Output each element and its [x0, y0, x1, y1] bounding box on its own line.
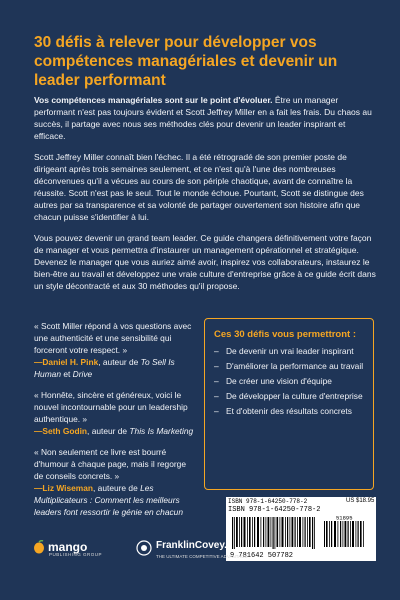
- quote-text: « Scott Miller répond à vos questions avec une authenticité et une sensibilité qui forceront votre respect. »: [34, 321, 192, 355]
- quote-text: « Non seulement ce livre est bourré d'humour à chaque page, mais il regorge de conseils concrets. »: [34, 447, 186, 481]
- dash-icon: –: [214, 346, 219, 356]
- benefits-list: [214, 346, 364, 421]
- franklincovey-logo-icon: [136, 540, 152, 556]
- description: [34, 94, 376, 301]
- paragraph-1-rest: Être un manager performant n'est pas toujours évident et Scott Jeffrey Miller en a fait les frais. Du chaos au succès, il partage avec nous ses méthodes clés pour devenir un leader inspirant et efficace.: [34, 95, 372, 141]
- paragraph-2: Scott Jeffrey Miller connaît bien l'échec. Il a été rétrogradé de son premier poste de dirigeant après trois semaines seulement, et ce n'est qu'à l'une des nombreuses déconvenues qu'il a vécues au cours de son périple chaotique, avant de connaître la réussite. Scott n'est pas le seul. Tout le monde échoue. Pourtant, Scott se distingue des autres par sa transparence et sa volonté de partager ouvertement son histoire afin que chacun puisse s'identifier à lui.: [34, 152, 364, 222]
- endorsements: [34, 320, 194, 527]
- benefit-text: De devenir un vrai leader inspirant: [226, 346, 354, 356]
- quote-book: This Is Marketing: [129, 426, 194, 436]
- paragraph-3: Vous pouvez devenir un grand team leader. Ce guide changera définitivement votre façon de manager et vous permettra d'instaurer un management opérationnel et stratégique. Devenez le manager que vous auriez aimé avoir, inspirez vos collaborateurs, instaurez le bien-être au travail et développez une vraie culture d'entreprise grâce à ce guide écrit dans un style décontracté et aux 30 méthodes qu'il propose.: [34, 233, 376, 291]
- franklincovey-logo-text: FranklinCovey.: [156, 540, 227, 551]
- quote-author: —Seth Godin: [34, 426, 88, 436]
- benefit-text: De créer une vision d'équipe: [226, 376, 332, 386]
- quote-author-detail: , auteur de: [87, 426, 130, 436]
- isbn-label: ISBN 978-1-64250-778-2: [228, 498, 308, 505]
- benefits-title: Ces 30 défis vous permettront :: [214, 329, 357, 340]
- quote-author-detail: , auteure de: [93, 483, 141, 493]
- dash-icon: –: [214, 361, 219, 371]
- mango-logo-icon: [33, 540, 45, 554]
- price-label: US $18.95: [346, 498, 375, 504]
- dash-icon: –: [214, 406, 219, 416]
- benefit-item: [214, 361, 364, 372]
- quote-text: « Honnête, sincère et généreux, voici le nouvel incontournable pour un leadership authentique. »: [34, 390, 188, 424]
- benefit-text: De développer la culture d'entreprise: [226, 391, 363, 401]
- quote-author-detail: , auteur de: [98, 357, 141, 367]
- benefit-text: Et d'obtenir des résultats concrets: [226, 406, 352, 416]
- endorsement: [34, 389, 194, 437]
- paragraph-1: [34, 94, 376, 142]
- benefit-item: [214, 391, 364, 402]
- mango-subtitle: PUBLISHING GROUP: [49, 552, 103, 557]
- headline: 30 défis à relever pour développer vos compétences managériales et devenir un leader performant: [34, 34, 338, 89]
- dash-icon: –: [214, 376, 219, 386]
- franklincovey-subtitle: THE ULTIMATE COMPETITIVE ADVANTAGE: [156, 554, 248, 559]
- isbn-large: ISBN 978-1-64250-778-2: [228, 506, 321, 514]
- quote-author: —Daniel H. Pink: [34, 357, 99, 367]
- benefit-item: [214, 346, 364, 357]
- dash-icon: –: [214, 391, 219, 401]
- endorsement: [34, 320, 194, 380]
- price-code: 51895: [336, 515, 353, 522]
- quote-author: —Liz Wiseman: [34, 483, 94, 493]
- mango-logo-text: mango: [48, 540, 88, 554]
- paragraph-1-lead: Vos compétences managériales sont sur le point d'évoluer.: [34, 95, 273, 105]
- benefit-text: D'améliorer la performance au travail: [226, 361, 364, 371]
- quote-author-detail-2: et: [61, 369, 73, 379]
- benefit-item: [214, 376, 364, 387]
- benefit-item: [214, 406, 364, 417]
- quote-book: To Sell Is Human: [34, 357, 175, 379]
- barcode-icon: [226, 515, 376, 561]
- barcode-digits: 9 781642 507782: [230, 552, 294, 560]
- endorsement: [34, 446, 194, 518]
- quote-book-2: Drive: [72, 369, 93, 379]
- quote-book: Les Multiplicateurs : Comment les meilleurs leaders font ressortir le génie en chacun: [34, 483, 183, 517]
